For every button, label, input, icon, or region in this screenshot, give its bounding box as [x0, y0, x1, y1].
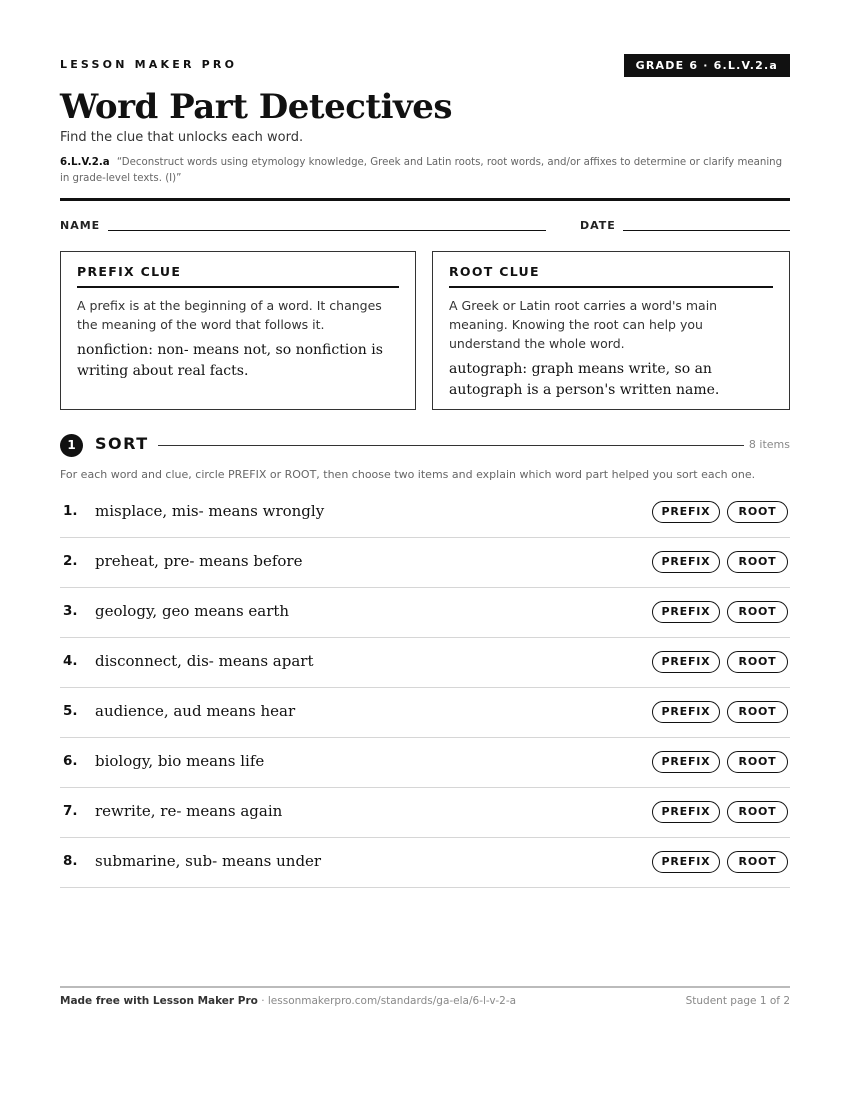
root-option-button[interactable]: ROOT	[727, 551, 788, 573]
standard-description	[60, 155, 790, 187]
section-instructions: For each word and clue, circle PREFIX or ROOT, then choose two items and explain which word part helped you sort each one.	[60, 468, 756, 481]
item-count: 8 items	[748, 438, 790, 451]
item-text: submarine, sub- means under	[95, 852, 322, 870]
prefix-option-button[interactable]: PREFIX	[652, 751, 720, 773]
item-number: 1.	[63, 503, 78, 519]
standard-code: 6.L.V.2.a	[60, 157, 110, 168]
footer-page-number: Student page 1 of 2	[685, 995, 790, 1007]
date-field[interactable]	[623, 230, 790, 231]
brand-name: LESSON MAKER PRO	[60, 58, 238, 71]
prefix-option-button[interactable]: PREFIX	[652, 801, 720, 823]
list-item	[60, 688, 790, 738]
prefix-clue-title: PREFIX CLUE	[77, 264, 399, 288]
list-item	[60, 488, 790, 538]
root-option-button[interactable]: ROOT	[727, 751, 788, 773]
root-option-button[interactable]: ROOT	[727, 501, 788, 523]
footer-credit	[60, 995, 516, 1007]
list-item	[60, 538, 790, 588]
item-text: geology, geo means earth	[95, 602, 290, 620]
section-title: SORT	[95, 434, 149, 453]
root-option-button[interactable]: ROOT	[727, 601, 788, 623]
item-number: 7.	[63, 803, 78, 819]
prefix-option-button[interactable]: PREFIX	[652, 501, 720, 523]
root-option-button[interactable]: ROOT	[727, 701, 788, 723]
section-number-badge: 1	[60, 434, 83, 457]
root-clue-text: A Greek or Latin root carries a word's main meaning. Knowing the root can help you understand the whole word.	[449, 298, 718, 351]
name-label: NAME	[60, 219, 101, 232]
prefix-clue-text: A prefix is at the beginning of a word. It changes the meaning of the word that follows it.	[77, 298, 382, 332]
root-option-button[interactable]: ROOT	[727, 651, 788, 673]
page-title: Word Part Detectives	[60, 87, 453, 127]
root-option-button[interactable]: ROOT	[727, 851, 788, 873]
header-row	[60, 56, 790, 80]
standard-text: “Deconstruct words using etymology knowledge, Greek and Latin roots, root words, and/or affixes to determine or clarify meaning in grade-level texts. (I)”	[60, 157, 783, 184]
prefix-option-button[interactable]: PREFIX	[652, 651, 720, 673]
date-label: DATE	[580, 219, 616, 232]
prefix-option-button[interactable]: PREFIX	[652, 701, 720, 723]
item-number: 2.	[63, 553, 78, 569]
item-number: 6.	[63, 753, 78, 769]
footer-divider	[60, 986, 790, 988]
item-number: 4.	[63, 653, 78, 669]
item-number: 5.	[63, 703, 78, 719]
item-text: misplace, mis- means wrongly	[95, 502, 325, 520]
item-text: rewrite, re- means again	[95, 802, 283, 820]
root-clue-example: autograph: graph means write, so an autograph is a person's written name.	[449, 361, 720, 398]
list-item	[60, 788, 790, 838]
footer-url[interactable]: · lessonmakerpro.com/standards/ga-ela/6-l-v-2-a	[257, 995, 517, 1007]
item-text: disconnect, dis- means apart	[95, 652, 314, 670]
item-text: audience, aud means hear	[95, 702, 296, 720]
item-number: 3.	[63, 603, 78, 619]
list-item	[60, 588, 790, 638]
footer-made-with: Made free with Lesson Maker Pro	[60, 995, 258, 1007]
grade-badge: GRADE 6 · 6.L.V.2.a	[624, 54, 790, 77]
list-item	[60, 738, 790, 788]
prefix-option-button[interactable]: PREFIX	[652, 601, 720, 623]
list-item	[60, 838, 790, 888]
name-field[interactable]	[108, 230, 546, 231]
header-divider	[60, 198, 790, 201]
section-header	[60, 433, 790, 457]
prefix-clue-box	[60, 251, 416, 410]
item-list	[60, 488, 790, 888]
item-text: preheat, pre- means before	[95, 552, 303, 570]
list-item	[60, 638, 790, 688]
item-text: biology, bio means life	[95, 752, 265, 770]
section-divider	[158, 445, 744, 446]
name-date-row	[60, 219, 790, 235]
prefix-clue-example: nonfiction: non- means not, so nonfiction is writing about real facts.	[77, 342, 383, 379]
root-clue-box	[432, 251, 790, 410]
prefix-option-button[interactable]: PREFIX	[652, 551, 720, 573]
prefix-option-button[interactable]: PREFIX	[652, 851, 720, 873]
root-clue-title: ROOT CLUE	[449, 264, 773, 288]
root-option-button[interactable]: ROOT	[727, 801, 788, 823]
page-subtitle: Find the clue that unlocks each word.	[60, 130, 304, 145]
item-number: 8.	[63, 853, 78, 869]
